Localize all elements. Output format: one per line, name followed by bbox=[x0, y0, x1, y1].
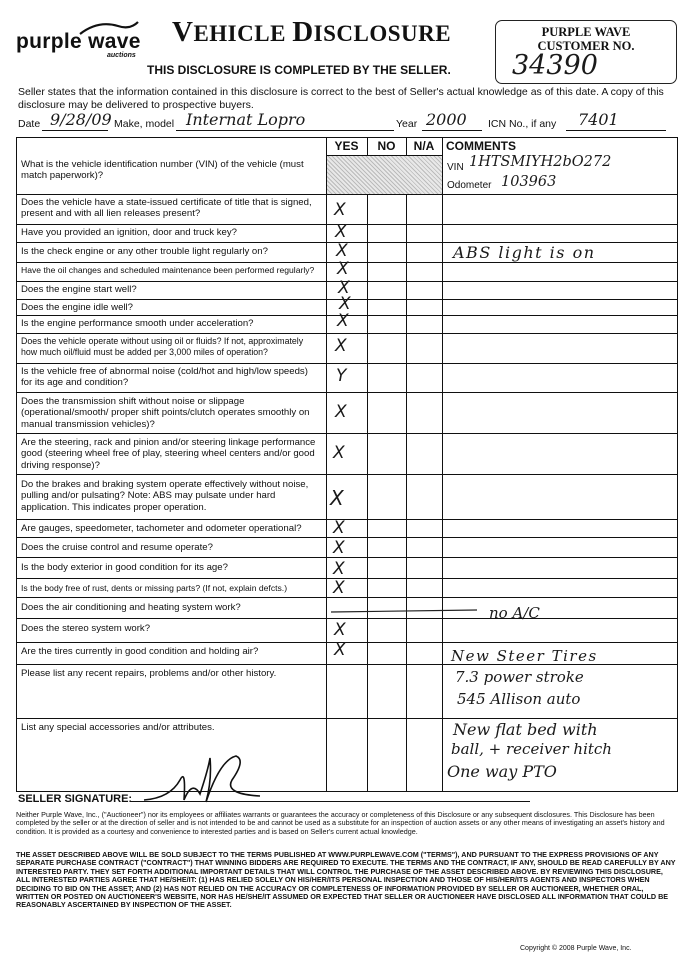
question-gauges: Are gauges, speedometer, tachometer and odometer operational? bbox=[21, 523, 302, 534]
comment-ac[interactable]: no A/C bbox=[489, 604, 540, 622]
customer-number-value[interactable]: 34390 bbox=[512, 50, 598, 81]
question-keys: Have you provided an ignition, door and truck key? bbox=[21, 227, 237, 238]
question-cruise: Does the cruise control and resume operate? bbox=[21, 542, 213, 553]
question-steering: Are the steering, rack and pinion and/or steering linkage performance good (steering wheel free of play, steering wheel centers and/or good driving response)? bbox=[21, 437, 316, 471]
disclaimer-text: Neither Purple Wave, Inc., ("Auctioneer") nor its employees or affiliates warrants or guarantees the accuracy or completeness of this Disclosure or any subsequent disclosures. This Disclosure has been completed by the seller or at the direction of seller and is not intended to be and cannot be used as a substitute for an inspection of auction assets or any other means of investigating an asset's history and condition. It is provided as a courtesy and convenience to interested parties and is based on Seller's current actual knowledge. bbox=[16, 810, 665, 836]
answer-mark[interactable]: X bbox=[337, 259, 349, 279]
question-engine-start: Does the engine start well? bbox=[21, 284, 137, 295]
icn-label: ICN No., if any bbox=[488, 118, 557, 130]
icn-value[interactable]: 7401 bbox=[578, 110, 619, 129]
answer-mark[interactable]: X bbox=[335, 222, 347, 242]
vin-value[interactable]: 1HTSMIYH2bO272 bbox=[469, 154, 612, 170]
comment-repairs-line1[interactable]: 7.3 power stroke bbox=[455, 668, 584, 686]
comment-accessories-line2[interactable]: ball, + receiver hitch bbox=[451, 740, 612, 758]
question-engine-performance: Is the engine performance smooth under acceleration? bbox=[21, 318, 254, 329]
question-brakes: Do the brakes and braking system operate effectively without noise, pulling and/or pulsating? Note: ABS may pulsate under hard application. This indicates proper operation. bbox=[21, 479, 309, 513]
question-engine-idle: Does the engine idle well? bbox=[21, 302, 134, 313]
question-vin: What is the vehicle identification number (VIN) of the vehicle (must match paperwork)? bbox=[21, 159, 304, 182]
answer-mark[interactable]: X bbox=[333, 443, 345, 463]
signature-scribble bbox=[140, 750, 270, 810]
question-ac: Does the air conditioning and heating system work? bbox=[21, 602, 241, 613]
odometer-value[interactable]: 103963 bbox=[501, 174, 557, 190]
comment-accessories-line1[interactable]: New flat bed with bbox=[453, 720, 598, 739]
year-label: Year bbox=[396, 118, 418, 130]
page-subtitle: THIS DISCLOSURE IS COMPLETED BY THE SELLER. bbox=[147, 63, 451, 77]
question-check-engine: Is the check engine or any other trouble light regularly on? bbox=[21, 246, 268, 257]
date-row bbox=[18, 110, 688, 134]
vin-label: VIN bbox=[447, 162, 464, 173]
signature-label: SELLER SIGNATURE: bbox=[18, 793, 133, 805]
answer-mark[interactable]: X bbox=[330, 486, 344, 510]
year-value[interactable]: 2000 bbox=[426, 110, 467, 129]
answer-mark[interactable]: X bbox=[334, 640, 346, 660]
terms-text: THE ASSET DESCRIBED ABOVE WILL BE SOLD SUBJECT TO THE TERMS PUBLISHED AT WWW.PURPLEWAVE.COM ("TERMS"), AND PURSUANT TO THE EXPRESS PROVISIONS OF ANY SEPARATE PURCHASE CONTRACT ("CONTRACT") THAT WINNING BIDDERS ARE REQUIRED TO EXECUTE. THE TERMS AND THE CONTRACT, IF ANY, SHOULD BE READ CAREFULLY BY ANY INTERESTED PARTY. THEY SET FORTH ADDITIONAL IMPORTANT DETAILS THAT WILL CONTROL THE PURCHASE OF THE ASSET DESCRIBED ABOVE. BY REVIEWING THIS DISCLOSURE, ALL INTERESTED PARTIES AGREE THAT HE/SHE/IT: (1) HAS RELIED SOLELY ON HIS/HER/ITS PERSONAL INSPECTION AND THOSE OF HIS/HER/ITS AGENTS AND INSPECTORS WHEN DECIDING TO BID ON THE ASSET; AND (2) HAS NOT RELIED ON THE ACCURACY OR COMPLETENESS OF INFORMATION PROVIDED BY SELLER OR AUCTIONEER, WHETHER ORAL, WRITTEN OR POSTED ON AUCTIONEER'S WEBSITE, NOR HAS HE/SHE/IT ASSUMED OR EXPECTED THAT SELLER OR AUCTIONEER HAVE DISCLOSED ALL INFORMATION THAT COULD BE REASONABLY ASCERTAINED BY INSPECTION OF THE ASSET. bbox=[16, 850, 676, 910]
date-value[interactable]: 9/28/09 bbox=[50, 110, 112, 129]
answer-mark[interactable]: X bbox=[336, 241, 348, 261]
odometer-label: Odometer bbox=[447, 180, 492, 191]
answer-mark[interactable]: X bbox=[334, 200, 346, 220]
question-stereo: Does the stereo system work? bbox=[21, 623, 151, 634]
answer-mark[interactable]: X bbox=[333, 538, 345, 558]
logo-wave-icon bbox=[78, 18, 140, 38]
col-na: N/A bbox=[413, 139, 435, 153]
question-oil-changes: Have the oil changes and scheduled maintenance been performed regularly? bbox=[21, 265, 315, 275]
customer-label-1: PURPLE WAVE bbox=[541, 25, 631, 39]
col-yes: YES bbox=[334, 139, 359, 153]
answer-mark[interactable]: X bbox=[333, 559, 345, 579]
handwritten-line bbox=[327, 604, 487, 618]
question-oil-fluids: Does the vehicle operate without using oil or fluids? If not, approximately how much oil/fluid must be added per 3,000 miles of operation? bbox=[21, 336, 304, 357]
answer-mark[interactable]: X bbox=[333, 578, 345, 598]
answer-mark[interactable]: X bbox=[337, 311, 349, 331]
comment-check-engine[interactable]: ABS light is on bbox=[453, 243, 596, 262]
brand-logo: purple wave bbox=[16, 30, 141, 53]
col-no: NO bbox=[377, 139, 396, 153]
answer-mark[interactable]: X bbox=[333, 518, 345, 538]
answer-mark[interactable]: X bbox=[335, 336, 347, 356]
question-title: Does the vehicle have a state-issued certificate of title that is signed, present and with all lien releases present? bbox=[21, 197, 312, 220]
brand-logo-sub: auctions bbox=[107, 52, 136, 59]
answer-mark[interactable]: X bbox=[338, 278, 350, 298]
question-accessories: List any special accessories and/or attributes. bbox=[21, 722, 215, 733]
customer-label-2: CUSTOMER NO. bbox=[537, 39, 635, 53]
question-tires: Are the tires currently in good condition and holding air? bbox=[21, 646, 259, 657]
intro-text: Seller states that the information contained in this disclosure is correct to the best of Seller's actual knowledge as of this date. A copy of this disclosure may be delivered to prospective buyers. bbox=[18, 86, 664, 111]
comment-repairs-line2[interactable]: 545 Allison auto bbox=[457, 690, 581, 708]
answer-mark[interactable]: Y bbox=[336, 366, 347, 386]
question-noise: Is the vehicle free of abnormal noise (cold/hot and high/low speeds) for its age and condition? bbox=[21, 366, 308, 389]
comment-accessories-line3[interactable]: One way PTO bbox=[447, 762, 557, 781]
date-label: Date bbox=[18, 118, 41, 130]
page-title: VEHICLE DISCLOSURE bbox=[172, 16, 452, 48]
answer-mark[interactable]: X bbox=[334, 620, 346, 640]
comment-tires[interactable]: New Steer Tires bbox=[451, 647, 598, 665]
vin-shaded-cells bbox=[327, 156, 442, 194]
question-body-exterior: Is the body exterior in good condition for its age? bbox=[21, 562, 228, 573]
make-label: Make, model bbox=[114, 118, 175, 130]
question-transmission: Does the transmission shift without noise or slippage (operational/smooth/ proper shift points/clutch operates smoothly on manual transmission vehicles)? bbox=[21, 396, 310, 430]
copyright: Copyright © 2008 Purple Wave, Inc. bbox=[520, 945, 632, 952]
question-repairs: Please list any recent repairs, problems and/or other history. bbox=[21, 668, 277, 679]
make-value[interactable]: Internat Lopro bbox=[186, 110, 306, 129]
question-rust: Is the body free of rust, dents or missing parts? (If not, explain defcts.) bbox=[21, 583, 288, 593]
answer-mark[interactable]: X bbox=[335, 402, 347, 422]
questions-table bbox=[16, 137, 678, 792]
col-comments: COMMENTS bbox=[446, 139, 516, 153]
answer-mark[interactable]: X bbox=[339, 294, 351, 314]
